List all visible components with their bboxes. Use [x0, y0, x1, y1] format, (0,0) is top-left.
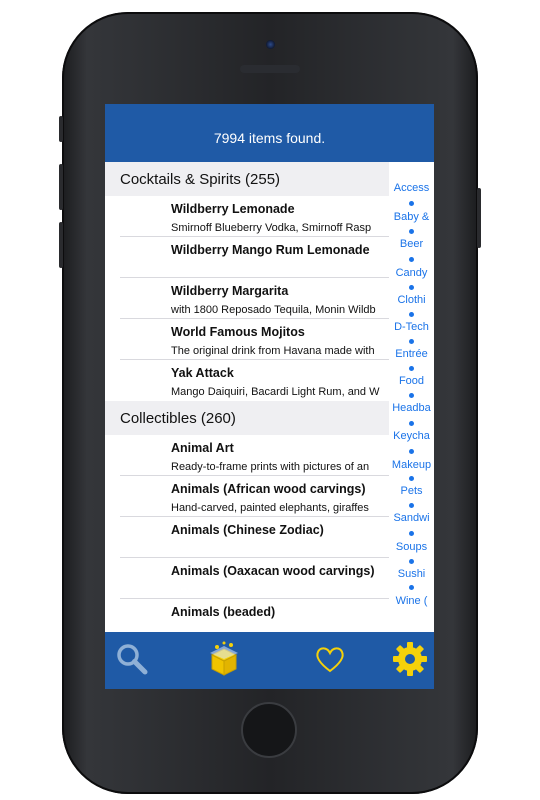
index-dot [409, 585, 414, 590]
magnifier-icon [114, 641, 150, 677]
list-item[interactable] [105, 599, 395, 632]
index-item-keychain[interactable]: Keycha [393, 430, 430, 442]
list-item[interactable] [105, 196, 395, 237]
item-title: Yak Attack [171, 366, 234, 380]
item-title: Animals (African wood carvings) [171, 482, 366, 496]
item-title: Animals (beaded) [171, 605, 276, 619]
index-dot [409, 257, 414, 262]
index-dot [409, 531, 414, 536]
power-button [477, 188, 481, 248]
list-item[interactable] [105, 360, 395, 401]
item-subtitle: Smirnoff Blueberry Vodka, Smirnoff Rasp [171, 222, 372, 234]
index-dot [409, 503, 414, 508]
item-title: Animal Art [171, 441, 234, 455]
index-dot [409, 449, 414, 454]
index-item-pets[interactable]: Pets [400, 485, 423, 497]
list-item[interactable] [105, 476, 395, 517]
item-subtitle: Mango Daiquiri, Bacardi Light Rum, and W [171, 386, 380, 398]
item-title: Wildberry Lemonade [171, 202, 295, 216]
index-item-makeup[interactable]: Makeup [391, 459, 432, 471]
mute-switch [59, 116, 63, 142]
index-dot [409, 312, 414, 317]
index-item-entree[interactable]: Entrée [395, 348, 428, 360]
treasure-box-icon [204, 639, 244, 679]
section-header [105, 162, 389, 196]
index-item-clothing[interactable]: Clothi [397, 294, 426, 306]
index-dot [409, 366, 414, 371]
item-subtitle: The original drink from Havana made with [171, 345, 375, 357]
index-dot [409, 476, 414, 481]
section-title: Cocktails & Spirits (255) [120, 171, 281, 188]
heart-icon [313, 642, 347, 676]
index-item-baby[interactable]: Baby & [393, 211, 430, 223]
front-camera [266, 40, 275, 49]
section-header [105, 401, 389, 435]
index-dot [409, 559, 414, 564]
home-button[interactable] [241, 702, 297, 758]
top-bar [105, 104, 434, 162]
index-dot [409, 285, 414, 290]
earpiece-speaker [240, 65, 300, 73]
index-item-headband[interactable]: Headba [392, 402, 431, 414]
item-subtitle: with 1800 Reposado Tequila, Monin Wildb [171, 304, 376, 316]
volume-down-button [59, 222, 63, 268]
list-item[interactable] [105, 435, 395, 476]
item-subtitle: Hand-carved, painted elephants, giraffes [171, 502, 369, 514]
results-list[interactable] [105, 162, 434, 632]
item-title: Animals (Oaxacan wood carvings) [171, 564, 375, 578]
section-title: Collectibles (260) [120, 410, 236, 427]
volume-up-button [59, 164, 63, 210]
index-dot [409, 421, 414, 426]
index-dot [409, 393, 414, 398]
app-screen [105, 104, 434, 689]
item-subtitle: Ready-to-frame prints with pictures of an [171, 461, 370, 473]
index-item-access[interactable]: Access [393, 182, 430, 194]
index-dot [409, 229, 414, 234]
index-item-food[interactable]: Food [398, 375, 425, 387]
index-item-d-tech[interactable]: D-Tech [394, 321, 429, 333]
item-title: World Famous Mojitos [171, 325, 305, 339]
tab-favorites[interactable] [305, 636, 355, 682]
tab-settings[interactable] [385, 636, 434, 682]
list-item[interactable] [105, 319, 395, 360]
gear-icon [391, 640, 429, 678]
list-item[interactable] [105, 278, 395, 319]
index-item-beer[interactable]: Beer [399, 238, 424, 250]
list-item[interactable] [105, 517, 395, 558]
section-index[interactable] [389, 162, 434, 632]
tab-categories[interactable] [199, 636, 249, 682]
item-title: Wildberry Margarita [171, 284, 289, 298]
index-dot [409, 339, 414, 344]
results-count: 7994 items found. [213, 130, 326, 146]
index-item-soups[interactable]: Soups [395, 541, 428, 553]
index-dot [409, 201, 414, 206]
item-title: Animals (Chinese Zodiac) [171, 523, 324, 537]
index-item-wine[interactable]: Wine ( [395, 595, 428, 607]
list-item[interactable] [105, 237, 395, 278]
index-item-sushi[interactable]: Sushi [397, 568, 426, 580]
index-item-candy[interactable]: Candy [395, 267, 428, 279]
list-item[interactable] [105, 558, 395, 599]
tab-search[interactable] [107, 636, 157, 682]
tab-bar [105, 632, 434, 689]
item-title: Wildberry Mango Rum Lemonade [171, 243, 370, 257]
index-item-sandwich[interactable]: Sandwi [393, 512, 430, 524]
